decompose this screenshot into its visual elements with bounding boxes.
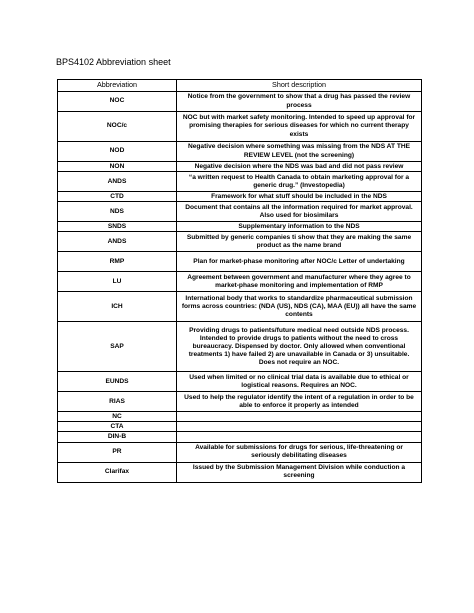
description-cell [177, 432, 422, 442]
abbreviation-cell: LU [58, 272, 177, 292]
description-cell: Available for submissions for drugs for serious, life-threatening or seriously debilitating diseases [177, 442, 422, 462]
table-header-row [58, 80, 422, 92]
abbreviation-cell: ICH [58, 292, 177, 322]
description-cell: Used when limited or no clinical trial data is available due to ethical or logistical reasons. Requires an NOC. [177, 372, 422, 392]
description-cell [177, 422, 422, 432]
abbreviation-cell: ANDS [58, 232, 177, 252]
abbreviation-cell: CTA [58, 422, 177, 432]
table-row [58, 322, 422, 372]
description-cell: Issued by the Submission Management Division while conduction a screening [177, 462, 422, 482]
table-row [58, 172, 422, 192]
abbreviation-cell: ANDS [58, 172, 177, 192]
table-row [58, 392, 422, 412]
abbreviation-cell: EUNDS [58, 372, 177, 392]
description-cell: Providing drugs to patients/future medical need outside NDS process. Intended to provide drugs to patients without the need to cross bureaucracy. Dispensed by doctor. Only allowed when conventional treatments 1) have failed 2) are unavailable in Canada or 3) unsuitable. Does not require an NOC. [177, 322, 422, 372]
description-cell: International body that works to standardize pharmaceutical submission forms across countries: (NDA (US), NDS (CA), MAA (EU)) all have the same contents [177, 292, 422, 322]
description-cell: Notice from the government to show that a drug has passed the review process [177, 92, 422, 112]
description-cell: Supplementary information to the NDS [177, 222, 422, 232]
abbreviation-cell: NOC/c [58, 112, 177, 142]
column-header-short-description: Short description [177, 80, 422, 92]
table-row [58, 112, 422, 142]
abbreviation-table [57, 79, 422, 483]
column-header-abbreviation: Abbreviation [58, 80, 177, 92]
table-row [58, 372, 422, 392]
table-row [58, 162, 422, 172]
abbreviation-cell: PR [58, 442, 177, 462]
abbreviation-cell: SAP [58, 322, 177, 372]
description-cell: Plan for market-phase monitoring after NOC/c Letter of undertaking [177, 252, 422, 272]
table-row [58, 462, 422, 482]
abbreviation-cell: NOD [58, 142, 177, 162]
abbreviation-cell: SNDS [58, 222, 177, 232]
description-cell: NOC but with market safety monitoring. Intended to speed up approval for promising therapies for serious diseases for which no current therapy exists [177, 112, 422, 142]
description-cell: Negative decision where something was missing from the NDS AT THE REVIEW LEVEL (not the screening) [177, 142, 422, 162]
table-row [58, 442, 422, 462]
abbreviation-cell: NOC [58, 92, 177, 112]
table-row [58, 92, 422, 112]
description-cell: Agreement between government and manufacturer where they agree to market-phase monitoring and implementation of RMP [177, 272, 422, 292]
table-row [58, 412, 422, 422]
table-row [58, 232, 422, 252]
abbreviation-cell: NDS [58, 202, 177, 222]
abbreviation-cell: Clarifax [58, 462, 177, 482]
description-cell: Negative decision where the NDS was bad and did not pass review [177, 162, 422, 172]
table-row [58, 272, 422, 292]
table-row [58, 192, 422, 202]
table-row [58, 222, 422, 232]
table-row [58, 142, 422, 162]
abbreviation-cell: DIN-B [58, 432, 177, 442]
table-row [58, 432, 422, 442]
abbreviation-cell: RMP [58, 252, 177, 272]
description-cell: Document that contains all the information required for market approval. Also used for biosimilars [177, 202, 422, 222]
abbreviation-cell: CTD [58, 192, 177, 202]
abbreviation-cell: NON [58, 162, 177, 172]
abbreviation-cell: NC [58, 412, 177, 422]
description-cell: Submitted by generic companies ti show that they are making the same product as the name brand [177, 232, 422, 252]
table-row [58, 422, 422, 432]
table-row [58, 202, 422, 222]
abbreviation-cell: RIAS [58, 392, 177, 412]
description-cell: “a written request to Health Canada to obtain marketing approval for a generic drug.” (Investopedia) [177, 172, 422, 192]
description-cell [177, 412, 422, 422]
document-title: BPS4102 Abbreviation sheet [56, 57, 171, 67]
description-cell: Framework for what stuff should be included in the NDS [177, 192, 422, 202]
table-row [58, 292, 422, 322]
table-row [58, 252, 422, 272]
description-cell: Used to help the regulator identify the intent of a regulation in order to be able to enforce it properly as intended [177, 392, 422, 412]
